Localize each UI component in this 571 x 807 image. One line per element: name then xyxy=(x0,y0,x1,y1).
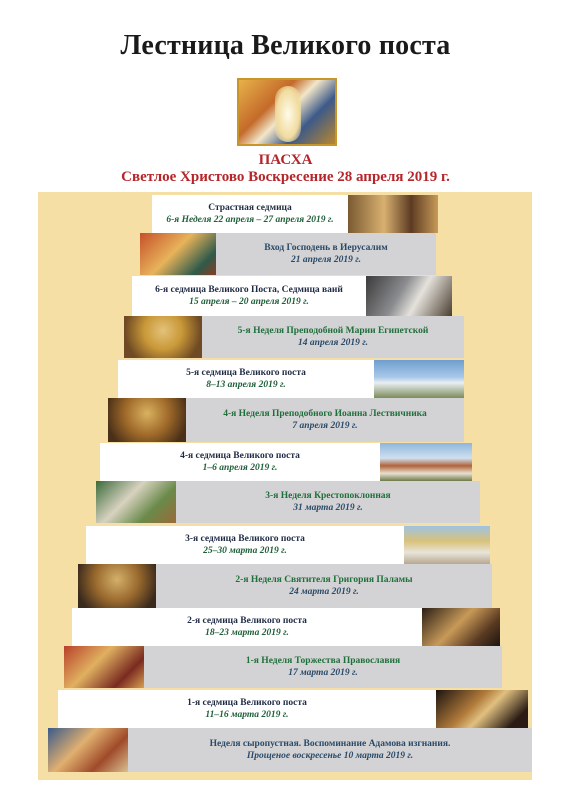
step-week4 xyxy=(100,443,472,481)
step-date: 1–6 апреля 2019 г. xyxy=(202,463,278,473)
step-title: 5-я седмица Великого поста xyxy=(186,368,306,378)
resurrection-icon xyxy=(237,78,337,146)
step-title: Неделя сыропустная. Воспоминание Адамова изгнания. xyxy=(209,739,451,749)
crucifixion-icon xyxy=(348,195,438,233)
step-date: 24 марта 2019 г. xyxy=(289,587,359,597)
step-title: 3-я Неделя Крестопоклонная xyxy=(265,491,391,501)
step-date: 14 апреля 2019 г. xyxy=(298,338,368,348)
pascha-subtitle: Светлое Христово Воскресение 28 апреля 2019 г. xyxy=(121,169,450,185)
pascha-label: ПАСХА xyxy=(258,152,313,168)
step-entry-jerusalem xyxy=(140,233,436,275)
step-date: 21 апреля 2019 г. xyxy=(291,255,361,265)
step-date: 18–23 марта 2019 г. xyxy=(205,628,289,638)
church-service-photo xyxy=(436,690,528,728)
step-title: 4-я седмица Великого поста xyxy=(180,451,300,461)
step-cross xyxy=(96,481,480,523)
step-date: 6-я Неделя 22 апреля – 27 апреля 2019 г. xyxy=(166,215,334,225)
step-date: 25–30 марта 2019 г. xyxy=(203,546,287,556)
step-gregory-palamas xyxy=(78,564,492,608)
step-date: 8–13 апреля 2019 г. xyxy=(206,380,286,390)
willow-branches-photo xyxy=(366,276,452,316)
step-john-ladder xyxy=(108,398,464,442)
step-title: 6-я седмица Великого Поста, Седмица ваий xyxy=(155,285,343,295)
step-holy-week xyxy=(152,195,438,233)
step-date: 7 апреля 2019 г. xyxy=(292,421,358,431)
church-photo xyxy=(374,360,464,398)
cross-veneration-photo xyxy=(96,481,176,523)
golden-domes-photo xyxy=(404,526,490,564)
step-title: 3-я седмица Великого поста xyxy=(185,534,305,544)
step-title: 5-я Неделя Преподобной Марии Египетской xyxy=(237,326,429,336)
triumph-orthodoxy-icon xyxy=(64,646,144,688)
step-title: 2-я Неделя Святителя Григория Паламы xyxy=(235,575,413,585)
adam-expulsion-icon xyxy=(48,728,128,772)
step-week5 xyxy=(118,360,464,398)
step-title: 2-я седмица Великого поста xyxy=(187,616,307,626)
candle-reading-photo xyxy=(422,608,500,646)
step-date: Прощеное воскресенье 10 марта 2019 г. xyxy=(246,751,414,761)
step-date: 15 апреля – 20 апреля 2019 г. xyxy=(189,297,309,307)
step-title: 4-я Неделя Преподобного Иоанна Лествичника xyxy=(223,409,427,419)
step-week3 xyxy=(86,526,490,564)
step-date: 11–16 марта 2019 г. xyxy=(205,710,289,720)
step-mary-egypt xyxy=(124,316,464,358)
step-date: 31 марта 2019 г. xyxy=(293,503,363,513)
step-title: Вход Господень в Иерусалим xyxy=(264,243,388,253)
step-title: 1-я Неделя Торжества Православия xyxy=(245,656,401,666)
step-orthodoxy xyxy=(64,646,502,688)
mary-of-egypt-icon xyxy=(124,316,202,358)
page-title: Лестница Великого поста xyxy=(120,30,451,61)
gregory-palamas-icon xyxy=(78,564,156,608)
entry-jerusalem-icon xyxy=(140,233,216,275)
step-title: 1-я седмица Великого поста xyxy=(187,698,307,708)
john-climacus-icon xyxy=(108,398,186,442)
monastery-photo xyxy=(380,443,472,481)
step-palm-week xyxy=(132,276,452,316)
step-week1 xyxy=(58,690,528,728)
step-date: 17 марта 2019 г. xyxy=(288,668,358,678)
step-week2 xyxy=(72,608,500,646)
step-title: Страстная седмица xyxy=(208,203,292,213)
step-forgiveness-sunday xyxy=(48,728,532,772)
